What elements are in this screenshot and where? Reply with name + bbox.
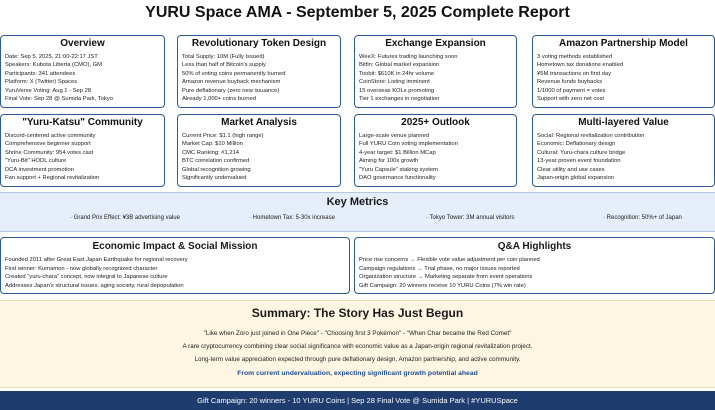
footer-banner: Gift Campaign: 20 winners - 10 YURU Coins | Sep 28 Final Vote @ Sumida Park | #YURUSpace bbox=[0, 391, 715, 410]
card-exchange-expansion bbox=[354, 35, 517, 108]
list-item: 4-year target: $1 Billion MCap bbox=[359, 149, 436, 156]
list-item: YuruVerse Voting: Aug 1 - Sep 28 bbox=[5, 87, 92, 94]
list-item: Comprehensive beginner support bbox=[5, 141, 91, 148]
card-title: Economic Impact & Social Mission bbox=[92, 241, 258, 252]
list-item: "Yuru-Bit" HODL culture bbox=[5, 158, 67, 165]
list-item: 1/1000 of payment = votes bbox=[537, 87, 606, 94]
summary-section bbox=[0, 300, 715, 388]
card-qa-highlights bbox=[354, 237, 715, 294]
card-community bbox=[0, 114, 165, 187]
metric-item: · Grand Prix Effect: ¥3B advertising value bbox=[70, 215, 180, 221]
summary-text: Long-term value appreciation expected through pure deflationary design, Amazon partnership, and active community. bbox=[194, 356, 521, 363]
list-item: First winner: Kumamon - now globally recognized character bbox=[5, 265, 158, 272]
section-title: Key Metrics bbox=[326, 196, 389, 208]
page-title: YURU Space AMA - September 5, 2025 Complete Report bbox=[145, 4, 570, 21]
card-title: Amazon Partnership Model bbox=[559, 38, 688, 49]
list-item: DAO governance functionality bbox=[359, 175, 436, 182]
list-item: Social: Regional revitalization contribution bbox=[537, 133, 645, 139]
list-item: BTC correlation confirmed bbox=[182, 158, 250, 165]
card-overview bbox=[0, 35, 165, 108]
list-item: Revenue funds buybacks bbox=[537, 79, 603, 86]
metric-item: · Hometown Tax: 5-30x increase bbox=[249, 215, 335, 221]
card-market-analysis bbox=[177, 114, 341, 187]
list-item: Founded 2011 after Great East Japan Earthquake for regional recovery bbox=[5, 257, 188, 263]
list-item: Final Vote: Sep 28 @ Sumida Park, Tokyo bbox=[5, 96, 113, 103]
list-item: Already 1,000+ coins burned bbox=[182, 96, 256, 103]
list-item: Japan-origin global expansion bbox=[537, 175, 615, 182]
list-item: Platform: X (Twitter) Spaces bbox=[5, 79, 78, 86]
card-title: Q&A Highlights bbox=[497, 241, 572, 252]
card-title: Exchange Expansion bbox=[385, 38, 486, 49]
card-title: Overview bbox=[60, 38, 105, 49]
list-item: Aiming for 100x growth bbox=[359, 158, 419, 165]
list-item: Bitfin: Global market expansion bbox=[359, 62, 440, 69]
list-item: Cultural: Yuru-chara culture bridge bbox=[537, 149, 626, 156]
list-item: Clear utility and use cases bbox=[537, 166, 605, 173]
list-item: Campaign regulations → Trial phase, no major issues reported bbox=[359, 265, 520, 272]
card-token-design bbox=[177, 35, 341, 108]
list-item: Date: Sep 5, 2025, 21:00-22:17 JST bbox=[5, 54, 98, 60]
list-item: Price rise concerns → Flexible vote value adjustment per coin planned bbox=[359, 257, 540, 263]
list-item: Large-scale venue planned bbox=[359, 133, 429, 139]
list-item: Significantly undervalued bbox=[182, 175, 247, 182]
list-item: 13-year proven event foundation bbox=[537, 158, 621, 165]
list-item: Created "yuru-chara" concept, now integral to Japanese culture bbox=[5, 274, 168, 281]
list-item: Tier 1 exchanges in negotiation bbox=[359, 96, 440, 103]
metric-item: · Recognition: 50%+ of Japan bbox=[603, 215, 682, 221]
list-item: 15 overseas KOLs promoting bbox=[359, 87, 435, 94]
list-item: Global recognition growing bbox=[182, 166, 251, 173]
card-outlook bbox=[354, 114, 517, 187]
card-title: Market Analysis bbox=[221, 117, 297, 128]
list-item: 50% of voting coins permanently burned bbox=[182, 70, 286, 77]
summary-quotes: "Like when Zoro just joined in One Piece" - "Choosing first 3 Pokémon" - "When Char became the Red Comet" bbox=[203, 330, 512, 337]
list-item: Support with zero net cost bbox=[537, 96, 605, 103]
list-item: Economic: Deflationary design bbox=[537, 141, 616, 148]
list-item: Amazon revenue buyback mechanism bbox=[182, 79, 281, 86]
list-item: CoinStore: Listing imminent bbox=[359, 79, 430, 86]
list-item: Discord-centered active community bbox=[5, 133, 96, 139]
card-title: Multi-layered Value bbox=[578, 117, 669, 128]
list-item: Shrine Community: 954 votes cast bbox=[5, 149, 94, 156]
list-item: Less than half of Bitcoin's supply bbox=[182, 62, 266, 69]
list-item: WeeX: Futures trading launching soon bbox=[359, 54, 458, 60]
list-item: ¥5M transactions on first day bbox=[537, 70, 612, 77]
list-item: Total Supply: 10M (Fully Issued) bbox=[182, 54, 265, 60]
list-item: Organization structure → Marketing separate from event operations bbox=[359, 274, 533, 281]
list-item: "Yuru Capsule" staking system bbox=[359, 166, 438, 173]
list-item: Hometown tax donations enabled bbox=[537, 62, 624, 69]
metric-item: · Tokyo Tower: 3M annual visitors bbox=[426, 215, 515, 221]
card-amazon-partnership bbox=[532, 35, 715, 108]
section-title: Summary: The Story Has Just Begun bbox=[251, 306, 464, 320]
list-item: Addresses Japan's structural issues: aging society, rural depopulation bbox=[5, 282, 184, 289]
list-item: Current Price: $1.1 (high range) bbox=[182, 133, 264, 139]
list-item: Participants: 341 attendees bbox=[5, 70, 76, 77]
card-title: 2025+ Outlook bbox=[401, 117, 470, 128]
summary-text: A rare cryptocurrency combining clear social significance with economic value as a Japan-origin regional revitalization project. bbox=[182, 343, 533, 350]
list-item: Pure deflationary (zero new issuance) bbox=[182, 87, 280, 94]
card-multi-layered-value bbox=[532, 114, 715, 187]
list-item: Speakers: Kubota Liberta (CMO), GM bbox=[5, 62, 102, 69]
list-item: CMC Ranking: #1,214 bbox=[182, 149, 240, 156]
list-item: 3 voting methods established bbox=[537, 54, 613, 60]
list-item: Toobit: $610K in 24hr volume bbox=[359, 70, 435, 77]
list-item: Market Cap: $10 Million bbox=[182, 141, 243, 148]
card-title: "Yuru-Katsu" Community bbox=[22, 117, 143, 128]
summary-closing: From current undervaluation, expecting significant growth potential ahead bbox=[237, 370, 478, 377]
card-economic-impact bbox=[0, 237, 350, 294]
list-item: Fan support + Regional revitalization bbox=[5, 175, 100, 182]
list-item: Full YURU Coin voting implementation bbox=[359, 141, 458, 148]
list-item: DCA investment promotion bbox=[5, 166, 74, 173]
key-metrics-section bbox=[0, 192, 715, 232]
list-item: Gift Campaign: 20 winners receive 10 YURU Coins (7% win rate) bbox=[359, 282, 526, 289]
card-title: Revolutionary Token Design bbox=[191, 38, 327, 49]
